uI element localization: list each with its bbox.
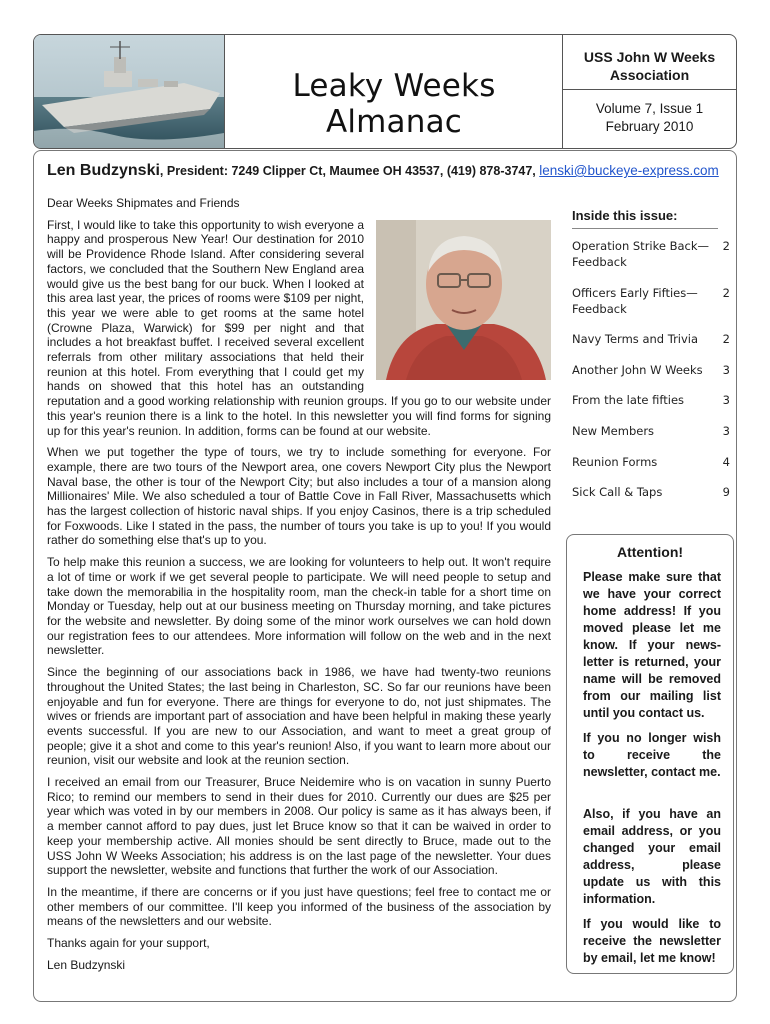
president-info: , President: 7249 Clipper Ct, Maumee OH 43537, (419) 878-3747, (159, 164, 540, 178)
toc-item (572, 238, 732, 270)
ship-photo (34, 35, 224, 148)
signature: Len Budzynski (47, 957, 126, 972)
president-line (47, 162, 737, 180)
toc-item-label: Reunion Forms (572, 455, 658, 469)
article-paragraph: I received an email from our Treasurer, Bruce Neidemire who is on vacation in sunny Puerto Rico; to remind our members to send in their dues for 2010. Currently our dues are $25 per year which was voted in by our members in 2008. Our policy is same as it has always been, if a member cannot afford to pay dues, just let Bruce know so that it can be waived in order to keep your membership active. All monies should be sent directly to Bruce, made out to the USS John W Weeks Association; his address is on the last page of the newsletter. Your dues support the newsletter, website and functions that further the work of our Association. (47, 775, 551, 878)
toc-item-page: 4 (722, 455, 730, 469)
toc-item-label: Officers Early Fifties— Feedback (572, 286, 698, 316)
attention-paragraph: Please make sure that we have your correct home address! If you moved please let me know. If your news-letter is returned, your name will be removed from our mailing list until you contact us. (583, 570, 721, 720)
toc-item-page: 2 (722, 286, 730, 300)
toc-divider (572, 228, 718, 229)
attention-paragraph: If you no longer wish to receive the newsletter, contact me. (583, 731, 721, 779)
toc-item-page: 2 (722, 332, 730, 346)
article-paragraph: To help make this reunion a success, we are looking for volunteers to help out. It won't require a lot of time or work if we get several people to participate. We will need people to setup and take down the memorabilia in the hospitality room, man the check-in table for a short time on Monday or Tuesday, help out at our business meeting on Thursday morning, and take pictures for the website and newsletter. By doing some of the minor work ourselves we can hold down our registration fees to our attendees. More information will follow on the web and in the next newsletter. (47, 555, 551, 658)
issue-info (563, 100, 736, 136)
toc-item (572, 331, 732, 347)
association-name: USS John W Weeks Association (583, 49, 716, 83)
toc-item-page: 3 (722, 363, 730, 377)
article-paragraph: Since the beginning of our associations back in 1986, we have had twenty-two reunions throughout the United States; the last being in Charleston, SC. So far our reunions have been enjoyable and fun for everyone. There are things for everyone to do, not just shipmates. The wives or friends are important part of association and have been helpful in making these yearly events successful. If you are new to our Association, and want to meet a great group of people; give it a shot and come to this year's reunion! Also, if you want to learn more about our reunion, visit our website and look at the reunion section. (47, 665, 551, 768)
toc-item (572, 362, 732, 378)
toc-item-label: Another John W Weeks (572, 363, 703, 377)
toc-item-page: 3 (722, 424, 730, 438)
closing: Thanks again for your support, (47, 936, 210, 951)
toc-item-label: Sick Call & Taps (572, 485, 663, 499)
attention-paragraph: If you would like to receive the newsletter by email, let me know! (583, 917, 721, 965)
president-email-link[interactable]: lenski@buckeye-express.com (539, 163, 719, 178)
toc-item-label: Operation Strike Back— Feedback (572, 239, 710, 269)
toc-item-label: From the late fifties (572, 393, 685, 407)
attention-title: Attention! (616, 544, 684, 560)
toc-item-label: New Members (572, 424, 655, 438)
issue-date: February 2010 (605, 119, 694, 134)
toc-item (572, 392, 732, 408)
toc-item-page: 3 (722, 393, 730, 407)
article-paragraph: In the meantime, if there are concerns or if you just have questions; feel free to contact me or other members of our committee. I'll keep you informed of the business of the association by means of the newsletters and our website. (47, 884, 551, 929)
toc-item (572, 454, 732, 470)
article-paragraph: When we put together the type of tours, we try to include something for everyone. For example, there are two tours of the Newport area, one covers Newport City plus the Newport Naval base, the other is tour of the Newport City; but also includes a tour of a mansion along Millionaires' Mile. We also scheduled a tour of Battle Cove in Fall River, Massachusetts which has the largest collection of historic naval ships. If you enjoy Casinos, there is a trip scheduled for Foxwoods. Like I stated in the pass, the number of tours you take is up to you! If you would rather do something else that's up to you. (47, 445, 551, 548)
toc-item-label: Navy Terms and Trivia (572, 332, 699, 346)
toc-item (572, 484, 732, 500)
attention-paragraph: Also, if you have an email address, or you changed your email address, please update us with this information. (583, 807, 721, 906)
toc-item-page: 9 (722, 485, 730, 499)
toc-item (572, 285, 732, 317)
article (47, 196, 551, 979)
toc-title: Inside this issue: (572, 208, 678, 223)
masthead-divider (562, 89, 736, 90)
volume-issue: Volume 7, Issue 1 (595, 101, 704, 116)
masthead-divider (224, 35, 225, 148)
greeting: Dear Weeks Shipmates and Friends (47, 196, 240, 210)
toc-item (572, 423, 732, 439)
newsletter-title: Leaky Weeks Almanac (292, 68, 496, 140)
article-paragraph: First, I would like to take this opportunity to wish everyone a happy and prosperous New Year! Our destination for 2010 will be Providence Rhode Island. After considering several factors, we concluded that the Southern New England area would give us the best bang for our buck. When I looked at this area last year, the prices of rooms were $109 per night, this year we were able to get rooms at the same hotel (Crowne Plaza, Warwick) for $99 per night and that includes a hot breakfast buffet. I received several excellent referrals from other military associations that held their reunion at this hotel. From everything that I could get my hands on showed that this hotel has an outstanding reputation and a good working relationship with reunion groups. If you go to our website under this year's reunion there is a link to the hotel. In this newsletter you will find forms for signing up for this year's reunion. In addition, forms can be found at our website. (47, 217, 551, 438)
president-name: Len Budzynski (47, 162, 160, 179)
president-photo (376, 220, 551, 380)
toc-item-page: 2 (722, 239, 730, 253)
